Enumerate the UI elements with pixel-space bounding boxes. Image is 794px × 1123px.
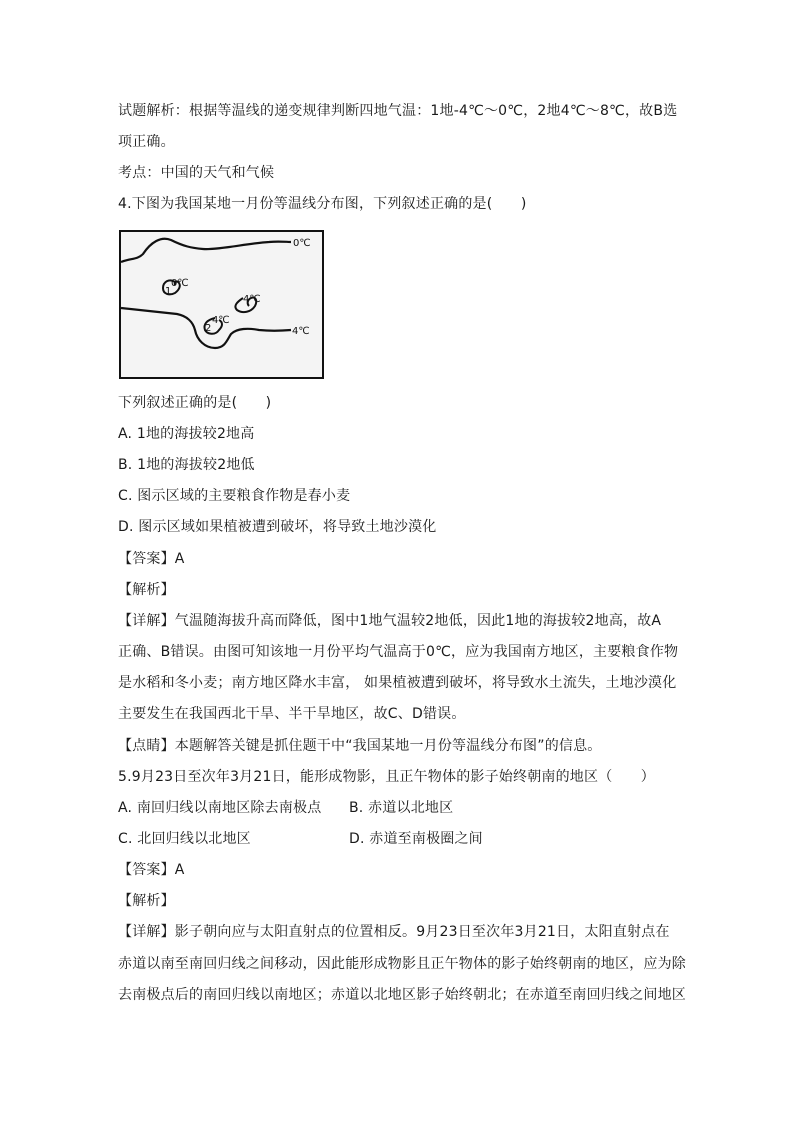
label-4c-loop-left: 4℃: [212, 315, 230, 326]
question-4-option-d: D. 图示区域如果植被遭到破坏，将导致土地沙漠化: [118, 519, 437, 535]
question-4-detail-1: 【详解】气温随海拔升高而降低，图中1地气温较2地低，因此1地的海拔较2地高，故A: [118, 613, 662, 629]
question-4-detail-3: 是水稻和冬小麦；南方地区降水丰富， 如果植被遭到破坏，将导致水土流失，土地沙漠化: [118, 675, 677, 691]
question-5-option-d: D. 赤道至南极圈之间: [349, 831, 483, 847]
question-4-analysis-heading: 【解析】: [118, 582, 175, 598]
question-5-option-b: B. 赤道以北地区: [349, 800, 454, 816]
exam-point-line: 考点：中国的天气和气候: [118, 165, 275, 181]
label-0c-loop: 0℃: [171, 278, 189, 289]
question-5-options-row-1: [118, 798, 321, 818]
question-5-answer: 【答案】A: [118, 862, 185, 878]
question-5-detail-2: 赤道以南至南回归线之间移动，因此能形成物影且正午物体的影子始终朝南的地区，应为除: [118, 956, 686, 972]
question-5-stem: 5.9月23日至次年3月21日，能形成物影，且正午物体的影子始终朝南的地区（ ）: [118, 769, 655, 785]
point-1-label: 1: [165, 286, 172, 297]
question-4-tip: 【点睛】本题解答关键是抓住题干中“我国某地一月份等温线分布图”的信息。: [118, 738, 602, 754]
question-4-option-a: A. 1地的海拔较2地高: [118, 426, 255, 442]
question-5-detail-1: 【详解】影子朝向应与太阳直射点的位置相反。9月23日至次年3月21日，太阳直射点在: [118, 924, 670, 940]
analysis-line-1: 试题解析：根据等温线的递变规律判断四地气温：1地-4℃～0℃，2地4℃～8℃，故B选: [118, 103, 678, 119]
isotherm-map: [119, 230, 325, 380]
question-4-detail-4: 主要发生在我国西北干旱、半干旱地区，故C、D错误。: [118, 706, 466, 722]
question-4-answer: 【答案】A: [118, 551, 185, 567]
analysis-line-2: 项正确。: [118, 134, 175, 150]
question-5-option-c: C. 北回归线以北地区: [118, 831, 251, 847]
label-0c-right: 0℃: [293, 238, 311, 249]
label-4c-bottom-right: 4℃: [292, 326, 310, 337]
isotherm-map-figure: [119, 230, 325, 380]
question-4-option-c: C. 图示区域的主要粮食作物是春小麦: [118, 488, 351, 504]
question-5-option-a: A. 南回归线以南地区除去南极点: [118, 800, 322, 816]
question-4-option-b: B. 1地的海拔较2地低: [118, 457, 255, 473]
question-5-analysis-heading: 【解析】: [118, 893, 175, 909]
question-4-detail-2: 正确、B错误。由图可知该地一月份平均气温高于0℃，应为我国南方地区，主要粮食作物: [118, 644, 679, 660]
point-2-label: 2: [205, 323, 212, 334]
question-4-prompt: 下列叙述正确的是( ): [118, 395, 272, 411]
label-4c-loop-right: 4℃: [243, 294, 261, 305]
question-5-detail-3: 去南极点后的南回归线以南地区；赤道以北地区影子始终朝北；在赤道至南回归线之间地区: [118, 987, 686, 1003]
question-4-stem: 4.下图为我国某地一月份等温线分布图，下列叙述正确的是( ): [118, 196, 527, 212]
map-frame: [120, 231, 323, 378]
